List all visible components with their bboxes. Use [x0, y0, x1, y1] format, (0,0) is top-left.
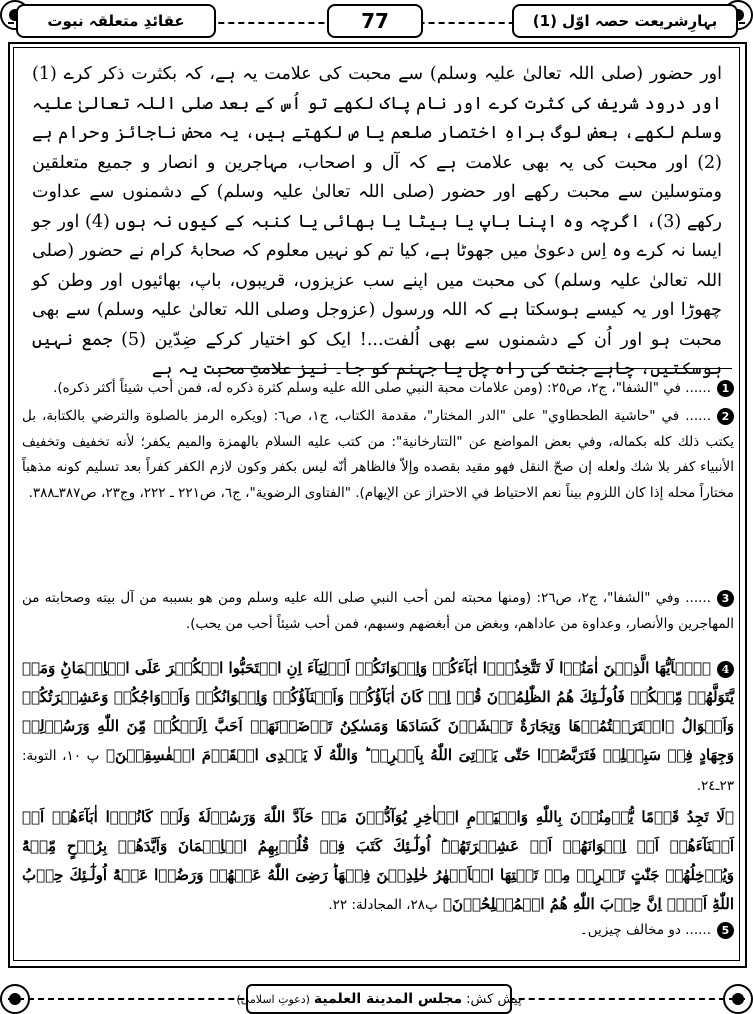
footnote-text: ...... في "الشفا"، ج٢، ص٢٥: (ومن علامات محبة النبي صلى الله عليه وسلم كثرة ذكره له، فمن أحب شيئاً أكثر ذكره). — [53, 380, 711, 396]
footnote-number: 3 — [717, 590, 734, 607]
publisher-name: مجلس المدينة العلمية — [313, 991, 463, 1007]
footnote-text: ...... في "حاشية الطحطاوي" على "الدر المختار"، مقدمة الكتاب، ج١، ص٦: (ويكره الرمز بالصلوة والترضي بالكتابة، بل يكتب ذلك كله بكماله، وفي بعض المواضع عن "التتارخانية": من كتب عليه السلام بالهمزة والميم يكفر؛ لأنه تخفيف وتخفيف الأنبياء كفر بلا شك ولعله إن صحّ النقل فهو مقيد بقصده وإلاّ فالظاهر أنّه ليس بكفر وكون لازم الكفر كفراً بعد تسليم كونه مذهباً مختاراً محله إذا كان اللزوم بيناً نعم الاحتياط في الاحتراز عن الإيهام). "الفتاوى الرضوية"، ج٦، ص٢٢١ ـ ٢٢٢، وج٢٣، ص٣٨٧ـ٣٨٨. — [22, 408, 734, 501]
verse-reference: پ٢٨، المجادلة: ٢٢. — [328, 897, 438, 913]
quran-verse: ﴿لَا تَجِدُ قَوۡمًا يُّؤۡمِنُوۡنَ بِاللّٰهِ وَالۡيَوۡمِ الۡاٰخِرِ يُوَآدُّوۡنَ مَنۡ حَآدَّ اللّٰهَ وَرَسُوۡلَهٗ وَلَوۡ كَانُوۡۤا اٰبَآءَهُمۡ اَوۡ اَبۡنَآءَهُمۡ اَوۡ اِخۡوَانَهُمۡ اَوۡ عَشِيۡرَتَهُمۡ‌ؕ اُولٰٓـئِكَ كَتَبَ فِىۡ قُلُوۡبِهِمُ الۡاِيۡمَانَ وَاَيَّدَهُمۡ بِرُوۡحٍ مِّنۡهُ‌ؕ وَيُدۡخِلُهُمۡ جَنّٰتٍ تَجۡرِىۡ مِنۡ تَحۡتِهَا الۡاَنۡهٰرُ خٰلِدِيۡنَ فِيۡهَا‌ؕ رَضِىَ اللّٰهُ عَنۡهُمۡ وَرَضُوۡا عَنۡهُ‌ؕ اُولٰٓـئِكَ حِزۡبُ اللّٰهِ‌ؕ اَلَاۤ اِنَّ حِزۡبَ اللّٰهِ هُمُ الۡمُفۡلِحُوۡنَ﴾ — [22, 808, 734, 913]
main-text — [32, 60, 722, 385]
footnote-3 — [22, 586, 734, 637]
footnote-number: 2 — [717, 408, 734, 425]
footnote-1 — [22, 376, 734, 402]
page-number: 77 — [327, 4, 423, 38]
footnote-4 — [22, 654, 734, 920]
quran-verse-2-block — [22, 803, 734, 920]
body-paragraph: اور حضور (صلی اللہ تعالیٰ علیہ وسلم) سے محبت کی علامت یہ ہے، کہ بکثرت ذکر کرے (1) اور درود شریف کی کثرت کرے اور نام پاک لکھے تو اُس کے بعد صلی اللہ تعالیٰ علیہ وسلم لکھے، بعض لوگ براہِ اختصار صلعم یا ص لکھتے ہیں، یہ محض ناجائز وحرام ہے (2) اور محبت کی یہ بھی علامت ہے کہ آل و اصحاب، مہاجرین و انصار و جمیع متعلقین ومتوسلین سے محبت رکھے اور حضور (صلی اللہ تعالیٰ علیہ وسلم) کے دشمنوں سے عداوت رکھے (3)، اگرچہ وہ اپنا باپ یا بیٹا یا بھائی یا کنبہ کے کیوں نہ ہوں (4) اور جو ایسا نہ کرے وہ اِس دعویٰ میں جھوٹا ہے، کیا تم کو نہیں معلوم کہ صحابۂ کرام نے حضور (صلی اللہ تعالیٰ علیہ وسلم) کی محبت میں اپنے سب عزیزوں، قریبوں، باپ، بھائیوں اور وطن کو چھوڑا اور یہ کیسے ہوسکتا ہے کہ اللہ ورسول (عزوجل وصلی اللہ تعالیٰ علیہ وسلم) سے بھی محبت ہو اور اُن کے دشمنوں سے بھی اُلفت...! ایک کو اختیار کرکے ضِدّین (5) جمع نہیں ہوسکتیں، چاہے جنت کی راہ چل یا جہنم کو جا۔ نیز علامتِ محبت یہ ہے — [32, 64, 723, 379]
page-header — [0, 0, 753, 40]
verse-reference: پ ١٠، التوبة: ٢٣ـ٢٤. — [22, 748, 734, 794]
footnote-number: 4 — [717, 661, 734, 678]
book-title: بہارِشریعت حصہ اوّل (1) — [512, 4, 738, 38]
footnote-number: 1 — [717, 380, 734, 397]
presented-by-label: پیش کش: — [466, 991, 522, 1007]
chapter-title: عقائدِ متعلقہ نبوت — [16, 4, 216, 38]
publisher-box — [236, 984, 522, 1014]
footnote-5 — [22, 918, 734, 944]
footnote-divider — [218, 368, 732, 369]
footnote-number: 5 — [717, 922, 734, 939]
page-footer — [0, 984, 753, 1014]
quran-verse: ﴿يٰۤاَيُّهَا الَّذِيۡنَ اٰمَنُوۡا لَا تَتَّخِذُوۡۤا اٰبَآءَكُمۡ وَاِخۡوَانَكُمۡ اَوۡلِيَآءَ اِنِ اسۡتَحَبُّوا الۡكُفۡرَ عَلَى الۡاِيۡمَانِ‌ؕ وَمَنۡ يَّتَوَلَّهُمۡ مِّنۡكُمۡ فَاُولٰٓـئِكَ هُمُ الظّٰلِمُوۡنَ قُلۡ اِنۡ كَانَ اٰبَآؤُكُمۡ وَاَبۡنَآؤُكُمۡ وَاِخۡوَانُكُمۡ وَاَزۡوَاجُكُمۡ وَعَشِيۡرَتُكُمۡ وَاَمۡوَالُ ۨاقۡتَرَفۡتُمُوۡهَا وَتِجَارَةٌ تَخۡشَوۡنَ كَسَادَهَا وَمَسٰكِنُ تَرۡضَوۡنَهَاۤ اَحَبَّ اِلَيۡكُمۡ مِّنَ اللّٰهِ وَرَسُوۡلِهٖ وَجِهَادٍ فِىۡ سَبِيۡلِهٖ فَتَرَبَّصُوۡا حَتّٰى يَاۡتِىَ اللّٰهُ بِاَمۡرِهٖ‌ ؕ وَاللّٰهُ لَا يَهۡدِى الۡقَوۡمَ الۡفٰسِقِيۡنَ﴾ — [22, 659, 734, 764]
footnote-text: ...... وفي "الشفا"، ج٢، ص٢٦: (ومنها محبته لمن أحب النبي صلى الله عليه وسلم ومن هو بسببه من آل بيته وصحابته من المهاجرين والأنصار، وعداوة من عاداهم، وبغض من أبغضهم وسبهم، فمن أحب شيئاً أحب من يحب). — [22, 590, 734, 632]
footnote-2 — [22, 404, 734, 506]
organization-name: (دعوتِ اسلامی) — [236, 992, 310, 1006]
footnote-text: ...... دو مخالف چیزیں۔ — [579, 922, 711, 938]
